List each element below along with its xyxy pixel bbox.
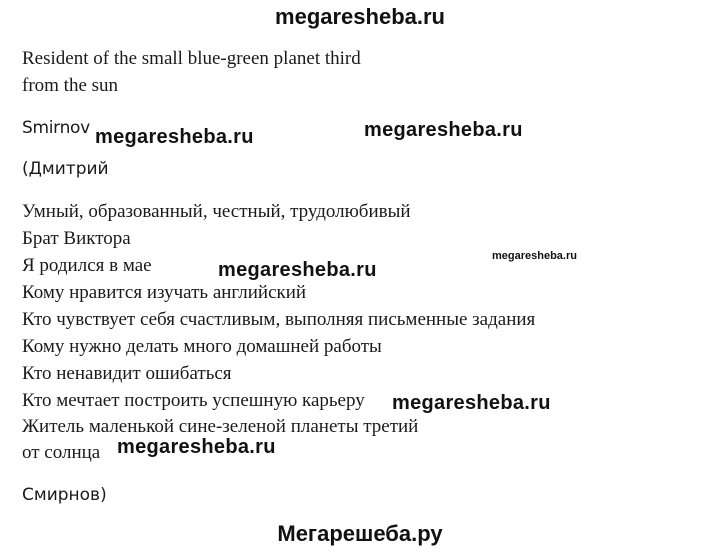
text-line: Умный, образованный, честный, трудолюбивый <box>22 201 411 222</box>
text-line: Кто мечтает построить успешную карьеру <box>22 390 365 411</box>
watermark: megaresheba.ru <box>95 126 254 148</box>
header-site-name: megaresheba.ru <box>275 4 445 29</box>
text-line: Resident of the small blue-green planet third <box>22 48 361 69</box>
text-line: Я родился в мае <box>22 255 152 276</box>
footer-site-name: Мегарешеба.ру <box>277 521 443 546</box>
text-line: Житель маленькой сине-зеленой планеты третий <box>22 416 419 437</box>
text-line: Кому нужно делать много домашней работы <box>22 336 382 357</box>
text-line: от солнца <box>22 442 101 463</box>
watermark: megaresheba.ru <box>218 259 377 281</box>
text-line: Smirnov <box>22 118 90 138</box>
text-line: Кто чувствует себя счастливым, выполняя письменные задания <box>22 309 536 330</box>
text-line: Смирнов) <box>22 485 107 505</box>
watermark: megaresheba.ru <box>392 392 551 414</box>
text-line: from the sun <box>22 75 119 96</box>
watermark: megaresheba.ru <box>364 119 523 141</box>
text-line: (Дмитрий <box>22 159 109 179</box>
watermark: megaresheba.ru <box>117 436 276 458</box>
text-line: Кому нравится изучать английский <box>22 282 307 303</box>
watermark-small: megaresheba.ru <box>492 250 577 262</box>
text-line: Брат Виктора <box>22 228 131 249</box>
text-line: Кто ненавидит ошибаться <box>22 363 232 384</box>
